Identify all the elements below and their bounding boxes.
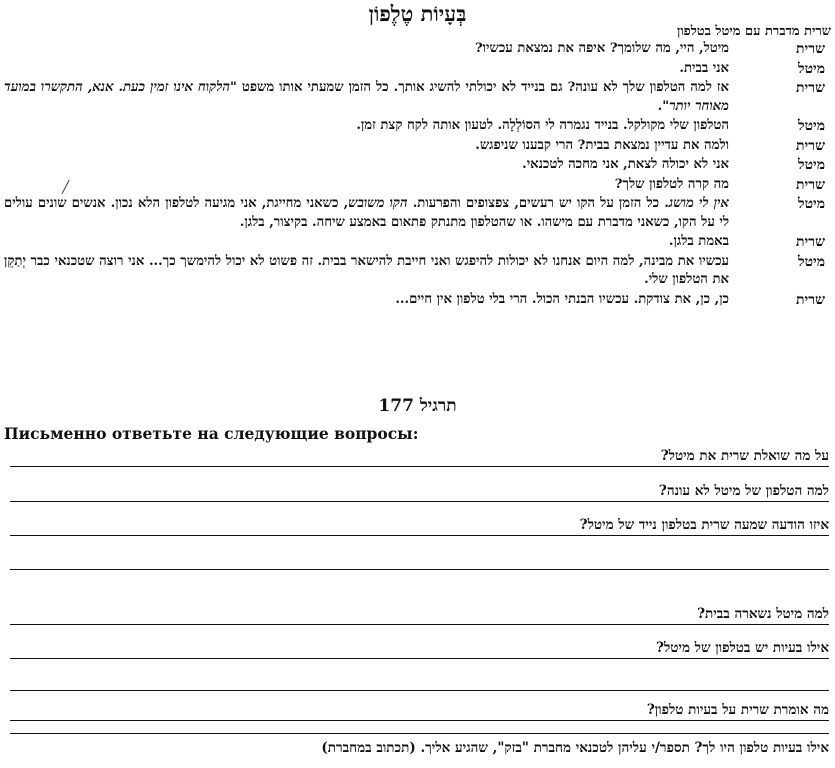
dialogue-turn: [0, 79, 835, 116]
dialogue-turn: [0, 195, 835, 232]
speech-text: כן, כן, את צודקת. עכשיו הבנתי הכול. הרי בלי טלפון אין חיים...: [395, 291, 729, 307]
question-text: אילו בעיות יש בטלפון של מיטל?: [652, 640, 829, 656]
speech-text: הטלפון שלי מקולקל. בנייד נגמרה לי הסוֹלְלָה. לטעון אותה לקח קצת זמן.: [356, 118, 729, 133]
question-text: על מה שואלת שרית את מיטל?: [657, 448, 829, 464]
speech-text: אז למה הטלפון שלך לא עונה? גם בנייד לא יכולתי להשיג אותך. כל הזמן שמעתי אותו משפט "הלקוח אינו זמין כעת. אנא, התקשרו במועד מאוחר יותר".: [4, 80, 730, 114]
italic-phrase: אין לי מושג.: [664, 196, 729, 211]
answer-line[interactable]: [10, 569, 829, 570]
speech-text: עכשיו את מבינה, למה היום אנחנו לא יכולות להיפגש ואני חייבת להישאר בבית. זה פשוט לא יכול להימשך כך... אני רוצה שטכנאי כבר יְתַקֵן את הטלפון שלי.: [4, 253, 729, 287]
dialogue-turn: [0, 176, 835, 195]
dialogue-turn: [0, 253, 835, 290]
dialogue-turn: [0, 137, 835, 156]
speech-text: באמת בלגן.: [668, 234, 729, 249]
answer-line[interactable]: [10, 501, 829, 502]
speaker-name: שרית: [796, 234, 825, 250]
dialogue-turn: [0, 60, 835, 79]
page-subtitle: שרית מדברת עם מיטל בטלפון: [677, 24, 831, 39]
answer-line[interactable]: [10, 733, 829, 734]
quoted-message: "הלקוח אינו זמין כעת. אנא, התקשרו במועד מאוחר יותר".: [4, 80, 729, 114]
question-row[interactable]: [10, 448, 829, 470]
answer-line[interactable]: [10, 658, 829, 659]
question-text: איזו הודעה שמעה שרית בטלפון נייד של מיטל?: [576, 517, 829, 533]
speaker-name: מיטל: [798, 60, 825, 77]
question-row[interactable]: [10, 483, 829, 505]
answer-line[interactable]: [10, 466, 829, 467]
speaker-name: שרית: [796, 291, 825, 308]
speech-text: אני בבית.: [679, 60, 729, 76]
dialogue-turn: [0, 40, 835, 59]
exercise-instruction: Письменно ответьте на следующие вопросы:: [4, 424, 419, 443]
speaker-name: שרית: [796, 41, 825, 57]
speech-text: ולמה את עדיין נמצאת בבית? הרי קבענו שניפגש.: [475, 137, 729, 153]
speaker-name: שרית: [796, 137, 825, 154]
italic-phrase: הקו משובש: [348, 196, 408, 211]
question-row[interactable]: [10, 640, 829, 662]
question-text: למה מיטל נשארה בבית?: [693, 606, 829, 622]
speech-text: אני לא יכולה לצאת, אני מחכה לטכנאי.: [522, 157, 729, 172]
question-text: מה אומרת שרית על בעיות טלפון?: [643, 702, 829, 718]
speaker-name: מיטל: [798, 157, 825, 173]
dialogue-turn: [0, 117, 835, 136]
speaker-name: מיטל: [798, 253, 825, 270]
speaker-name: שרית: [796, 176, 825, 193]
answer-line[interactable]: [10, 690, 829, 691]
page-title: בְּעָיוֹת טֶלֶפוֹן: [368, 1, 467, 26]
dialogue-turn: [0, 291, 835, 310]
dialogue-turn: [0, 156, 835, 175]
speech-text: אין לי מושג. כל הזמן על הקו יש רעשים, צפצופים והפרעות. הקו משובש, כשאני מחייגת, אני מגיעה לטלפון הלא נכון. אנשים שונים עולים לי על הקו, כשאני מדברת עם מישהו. או שהטלפון מתנתק פתאום באמצע שיחה. בקיצור, בלגן.: [4, 196, 729, 230]
dialogue-turn: [0, 233, 835, 252]
speaker-name: שרית: [796, 80, 825, 96]
exercise-title: תרגיל 177: [378, 396, 457, 416]
question-row[interactable]: [10, 702, 829, 724]
speech-text: מיטל, היי, מה שלומך? איפה את נמצאת עכשיו?: [474, 41, 729, 56]
stray-pen-mark: ╱: [62, 180, 70, 194]
question-row[interactable]: [10, 517, 829, 539]
question-row[interactable]: [10, 606, 829, 628]
final-task: אילו בעיות טלפון היו לך? תספר/י עליהן לטכנאי מחברת "בזק", שהגיע אליך. (תכתוב במחברת): [321, 740, 829, 756]
answer-line[interactable]: [10, 624, 829, 625]
speech-text: מה קרה לטלפון שלך?: [614, 176, 729, 192]
speaker-name: מיטל: [798, 118, 825, 134]
answer-line[interactable]: [10, 535, 829, 536]
dialogue: [0, 40, 835, 310]
speaker-name: מיטל: [798, 196, 825, 212]
answer-line[interactable]: [10, 720, 829, 721]
question-text: למה הטלפון של מיטל לא עונה?: [655, 483, 829, 499]
